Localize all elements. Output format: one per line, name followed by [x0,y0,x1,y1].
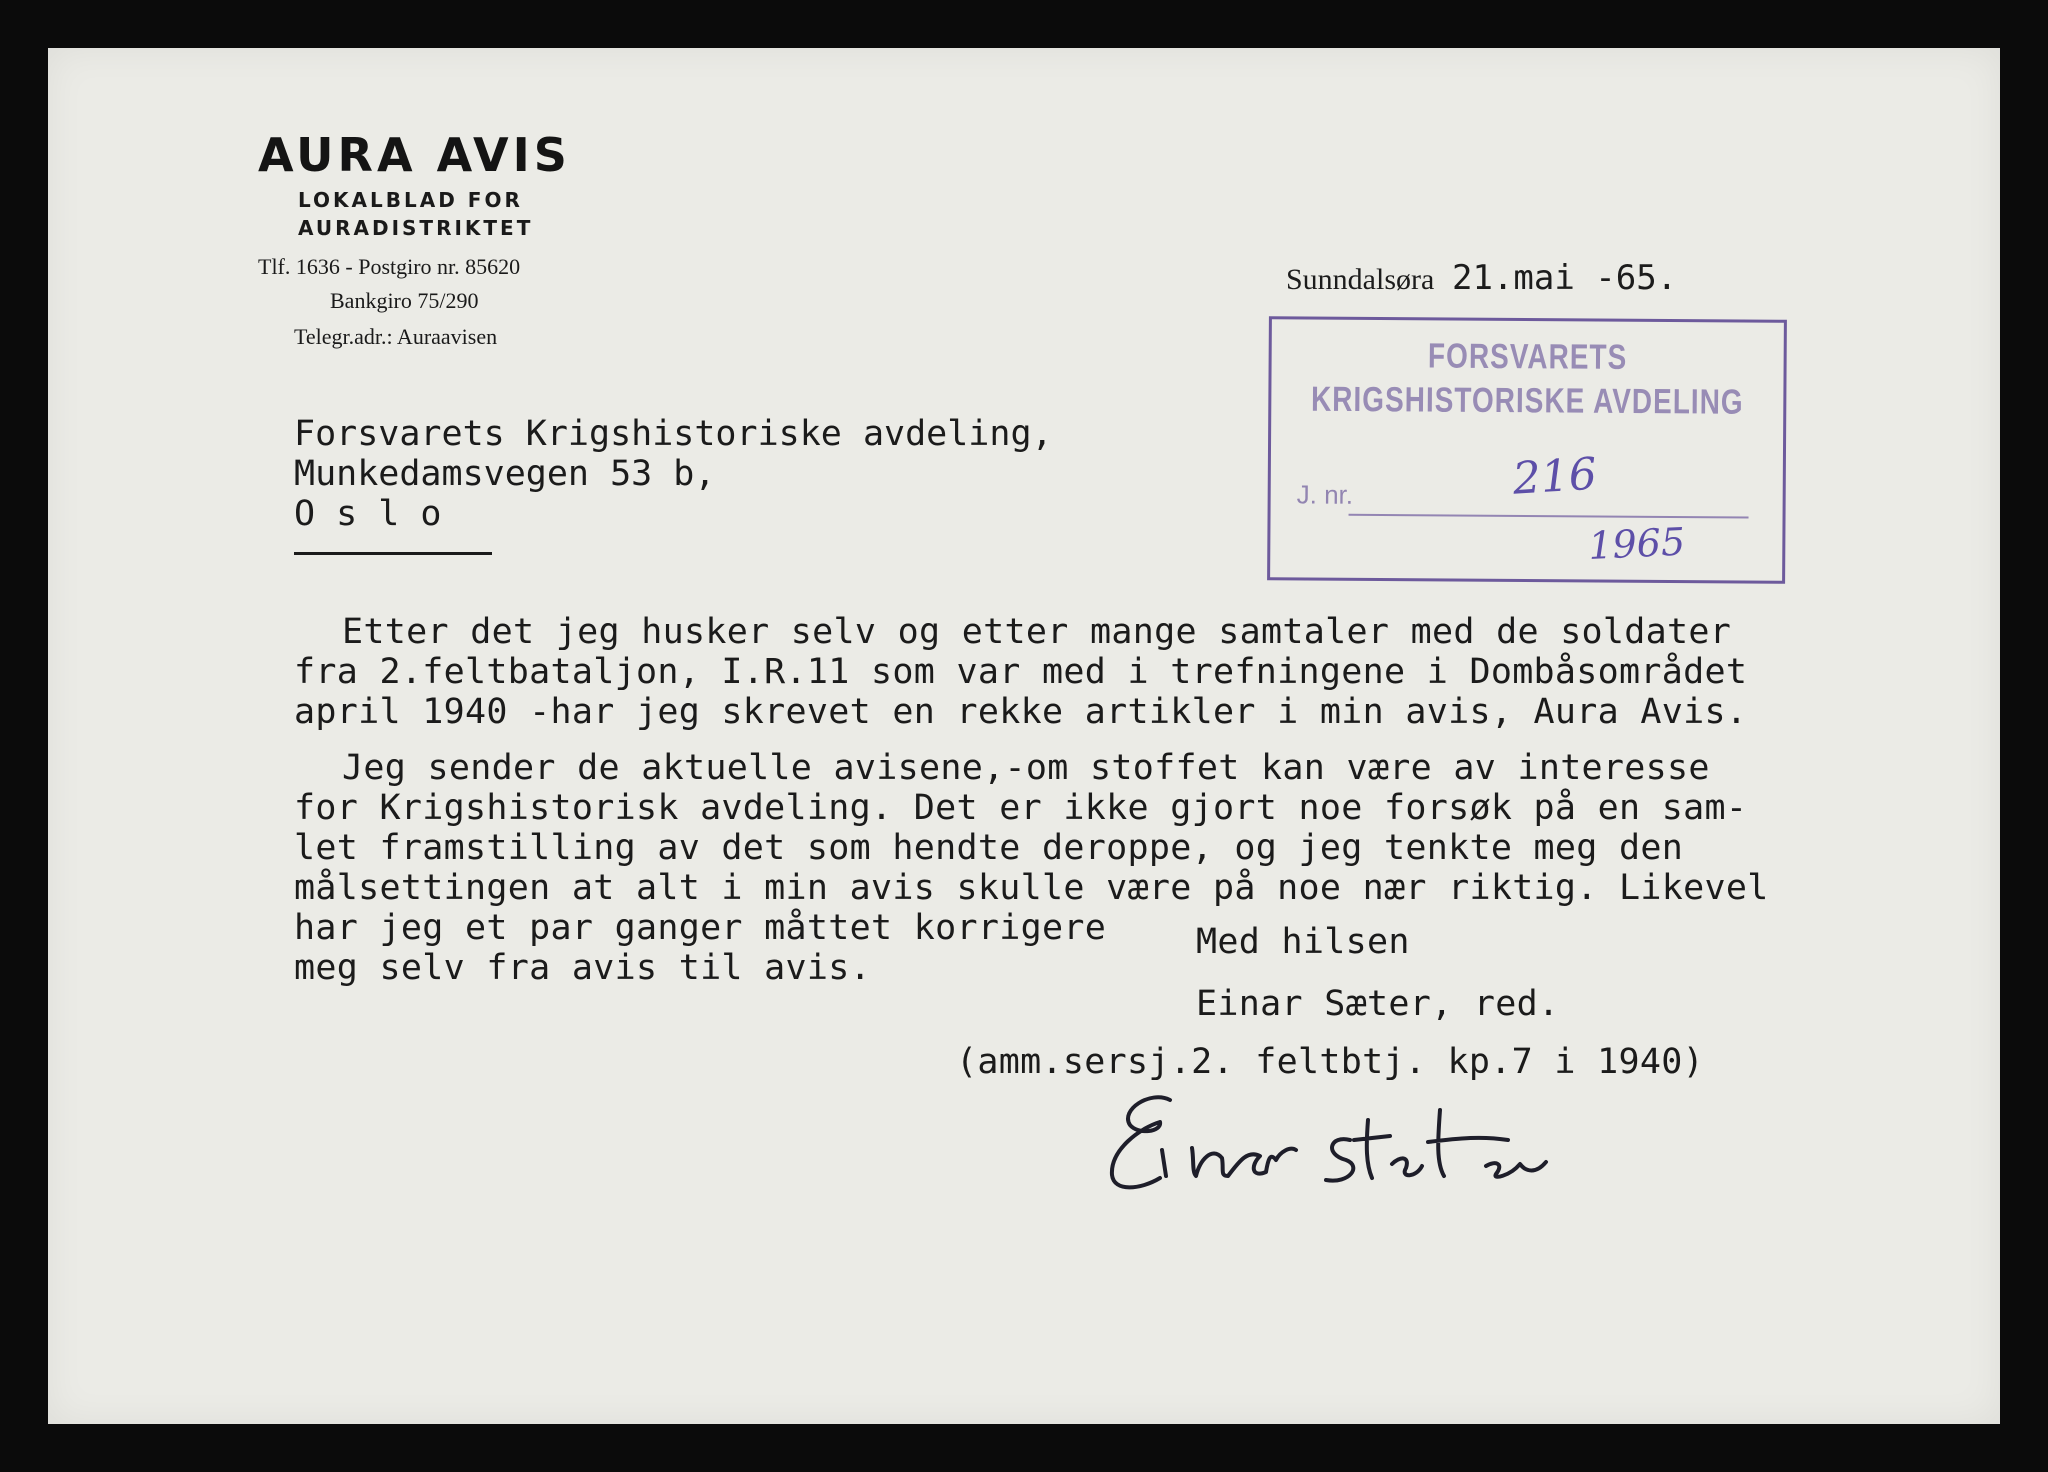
dateline-place: Sunndalsøra [1286,263,1435,296]
body-p2-line-2: for Krigshistorisk avdeling. Det er ikke gjort noe forsøk på en sam- [294,788,1748,828]
stamp-year: 1965 [1587,519,1687,568]
body-p2-line-5: har jeg et par ganger måttet korrigere [294,908,1107,948]
dateline [1286,258,1677,298]
recipient-line-2: Munkedamsvegen 53 b, [294,454,716,494]
recipient-line-1: Forsvarets Krigshistoriske avdeling, [294,414,1053,454]
letterhead-subtitle-1: LOKALBLAD FOR [298,188,523,212]
handwritten-signature [1100,1080,1620,1210]
stamp-j-number: 216 [1511,448,1599,505]
recipient-line-3: O s l o [294,494,442,534]
closing-greeting: Med hilsen [1196,922,1410,962]
stamp-line-2: KRIGSHISTORISKE AVDELING [1310,379,1744,422]
body-p1-line-3: april 1940 -har jeg skrevet en rekke artikler i min avis, Aura Avis. [294,692,1748,732]
stamp-line-1: FORSVARETS [1427,336,1628,377]
body-p1-line-2: fra 2.feltbataljon, I.R.11 som var med i trefningene i Dombåsområdet [294,652,1748,692]
signature-stroke-inar [1162,1148,1296,1176]
letterhead-subtitle-2: AURADISTRIKTET [298,216,534,240]
stamp-j-label: J. nr. [1296,479,1354,510]
body-p2-line-1: Jeg sender de aktuelle avisene,-om stoffet kan være av interesse [342,748,1710,788]
stamp-number-rule [1349,514,1749,519]
letterhead-bank: Bankgiro 75/290 [330,288,479,313]
dateline-date: 21.mai -65. [1451,258,1678,298]
letterhead-telegram: Telegr.adr.: Auraavisen [294,324,498,349]
body-p2-line-4: målsettingen at alt i min avis skulle være på noe nær riktig. Likevel [294,868,1769,908]
body-p2-line-3: let framstilling av det som hendte deroppe, og jeg tenkte meg den [294,828,1684,868]
recipient-underline [294,552,492,555]
letterhead-phone: Tlf. 1636 - Postgiro nr. 85620 [258,254,521,279]
signature-stroke-e [1112,1097,1170,1187]
signature-stroke-aeter [1354,1110,1546,1178]
body-p1-line-1: Etter det jeg husker selv og etter mange samtaler med de soldater [342,612,1732,652]
letterhead-title: AURA AVIS [258,128,571,182]
body-p2-line-6: meg selv fra avis til avis. [294,948,872,988]
received-stamp [1267,316,1787,584]
closing-name: Einar Sæter, red. [1196,984,1560,1024]
closing-rank: (amm.sersj.2. feltbtj. kp.7 i 1940) [956,1042,1705,1082]
signature-stroke-s [1326,1139,1353,1180]
